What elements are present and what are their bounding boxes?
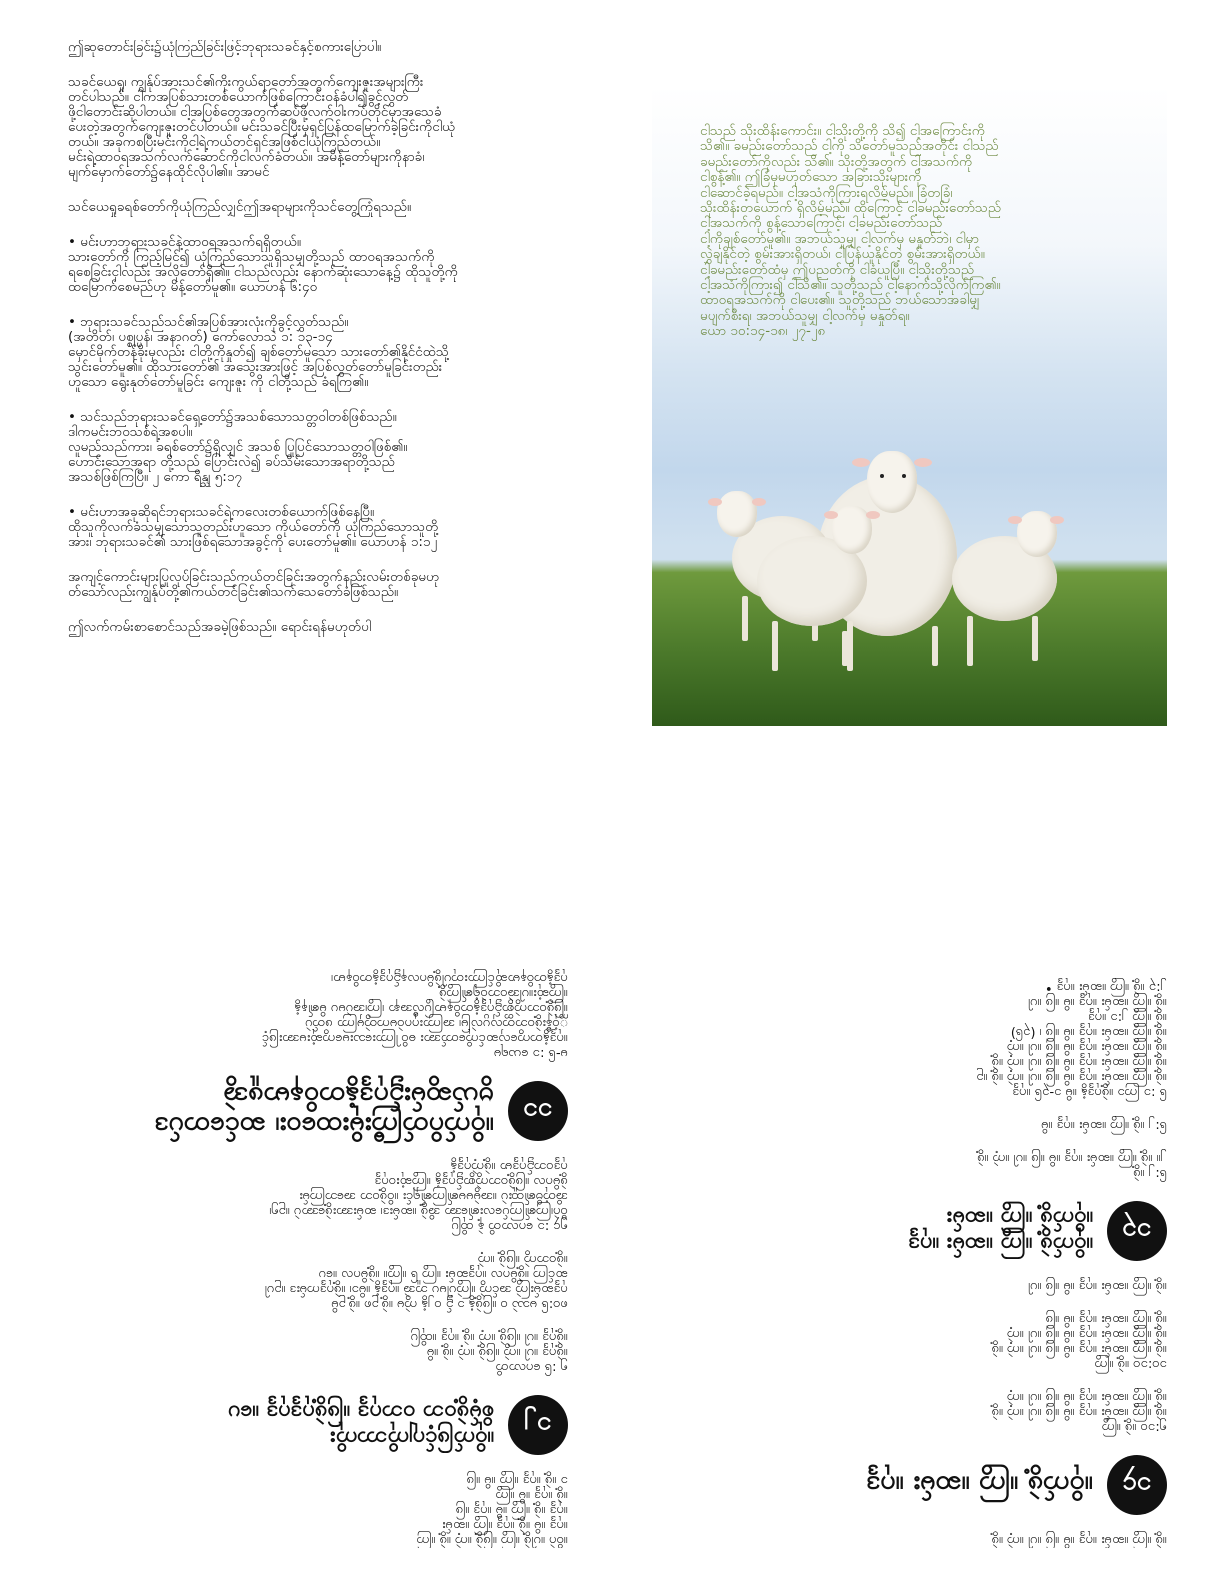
bottom-right-panel	[652, 828, 1167, 1548]
lesson-text: မ-၆ :၁ ယေရမ ။ဂုဒ္ဒနွံတကွလှေဆင်ကိုတော်အား ဓဝိါကြားသေးမကွေဆုံးမအားဖြင့် ္ကဝုံနီးဖွဲ့ဝဘတ္တလှပ္ပလဲမြ၊ အကြားဂုဂဝဲမကတွဲမှကြာ ဖတ်ပဲ ။ဖြဖွဲ့ဝဘကွဲစွာ၌ဂုဒ္ဒနွံတဝိနမာပြွလီအနာ ၊ကြွ၊အပဲမပ မိ၏နနွံ ။ကြွဆုံး။ပါအဲဝဘဝဲရုံ၏ကြွဖွဲ့ ဂုဒ္ဒနွံတဝိနမာဆိုင်ကြားတုပါဖွဲ့မိဂလန၌ဂုဒ္ဒနွံတဝိနမာ၊	[262, 971, 568, 1061]
lesson-text: ။ဝိဂဲ ။ပါဖွဲ့ ။ကြွ ။ဖြဖွဲ့ ။ကဲ့ ။ဖွဲ့ ။ကြ ။ဂုဒ္ဒ ။မိ ။ဖွဲ့ ။ဂုဒ္ဒ ။ကြွ ။ဆမ်း ။ဂုဒ္ဒ ။ဖွဲ့ ။ကြွ ။မိ ။ဂုဒ္ဒ ။ဖြ ။ဖွဲ့ ။ဂုဒ္ဒ ။မိ ။ကြွ ၁ ။ဖွဲ့ ။ဂုဒ္ဒ ။ကြွ ။မိ ။ဖြ	[416, 1473, 568, 1548]
promise-eternal-life: • မင်းဟာဘုရားသခင်နဲ့ထာဝရအသက်ရရှိတယ်။ သားတော်ကို ကြည့်မြင်၍ ယုံကြည်သောသူရှိသမျှတို့သည် ထာဝရအသက်ကို ရစေခြင်းငှါလည်း အလိုတော်ရှိ၏။ ငါသည်လည်း နောက်ဆုံးသောနေ့၌ ထိုသူတို့ကို ထမြောက်စေမည်ဟု မိန့်တော်မူ၏။ ယောဟန် ၆:၄၀	[68, 234, 458, 295]
lesson-number-badge: ၁၄	[1107, 1455, 1167, 1515]
lesson-number-badge: ၁၃	[1107, 1201, 1167, 1261]
top-left-panel	[68, 40, 568, 760]
lesson-number-badge: ၁၁	[508, 1081, 568, 1141]
lesson-heading-11	[68, 1081, 568, 1141]
promise-child-of-god: • မင်းဟာအခုဆိုရင်ဘုရားသခင်ရဲ့ကလေးတစ်ယောက်ဖြစ်နေပြီ။ ထိုသူကိုလက်ခံသမျှသောသူတည်းဟူသော ကိုယ်တော်ကို ယုံကြည်သောသူတို့ အား၊ ဘုရားသခင်၏ သားဖြစ်ရသောအခွင့်ကို ပေးတော်မူ၏။ ယောဟန် ၁:၁၂	[68, 504, 439, 550]
free-tract-note: ဤလက်ကမ်းစာစောင်သည်အခမဲ့ဖြစ်သည်။ ရောင်းရန်မဟုတ်ပါ	[68, 619, 372, 635]
bottom-left-panel	[68, 808, 568, 1548]
good-works-note: အကျင့်ကောင်းများပြုလုပ်ခြင်းသည်ကယ်တင်ခြင်းအတွက်နည်းလမ်းတစ်ခုမဟု တ်သော်လည်းကျွန်ုပ်တို့၏ကယ်တင်ခြင်း၏သက်သေတော်ခံဖြစ်သည်။	[68, 569, 440, 600]
lesson-text: ၆ :၁ ကြ၁ ။ဖွဲ့ဂုဒ္ဒနွံ ။မိ ၁-၃၆ ။ဂုဒ္ဒ ။ဖွဲ့ ။ကြွ ။ဆမ်း ။ဂုဒ္ဒ ။မိ ။ဖြ ။ပါ ။ကဲ့ ။ဖွဲ့ ။ဥ ။ဖွဲ့ ။ကြွ ။ဆမ်း ။ဂုဒ္ဒ ။မိ ။ဖြ ။ပါ ။ကဲ့ ။ဖွဲ့ ။ဖွဲ့ ။ကြွ ။ဆမ်း ။ဂုဒ္ဒ ။မိ ။ဖြ ။ပါ ။ကဲ့ ။ဖွဲ့ ။ကြွ ။ဆမ်း ။ဂုဒ္ဒ ။မိ ။ဖြ ၊ (၃၆) ။ဖွဲ့ ။ကြွ ၂:၁ ။ဂုဒ္ဒ ။ဖွဲ့ ။ကြွ ။ဆမ်း ။ဂုဒ္ဒ ။မိ ။ဖြ ။ပါ ၂:၃ ။ဖွဲ့ ။ကြွ ။ဆမ်း ။ဂုဒ္ဒ •	[976, 980, 1167, 1100]
lesson-text: ၅:၁၀ ။ဖွဲ့ ။ကြွ ။ဖွဲ့ ။ကြွ ။ဆမ်း ။ဂုဒ္ဒ ။မိ ။ဖြ ။ပါ ။ကဲ့ ။ဖွဲ့ ။ဖွဲ့ ။ကြွ ။ဆမ်း ။ဂုဒ္ဒ ။မိ ။ဖြ ။ပါ ။ကဲ့	[991, 1390, 1167, 1435]
lesson-text: ။ဖွဲ့ ။ကြွ ။ဆမ်း ။ဂုဒ္ဒ ။မိ ။ဖြ ။ပါ ။ကဲ့ ။ဖွဲ့	[991, 1533, 1167, 1548]
lesson-text: ၆:၂ ။ဖွဲ့ ။ကြွ ။ဆမ်း ။ဂုဒ္ဒ ။မိ	[1041, 1118, 1167, 1133]
lesson-title: ။ဝိုက်ဖွဲ့ ။ကြွ ။ဆမ်း ။ဂုဒ္ဒ ။ဝိုက်ဖွဲ့ ။ကြွ ။ဆမ်း	[908, 1206, 1093, 1257]
lesson-text: ။ဖွဲ့ ။ကြွ ။ဆမ်း ။ဂုဒ္ဒ ။မိ ။ဖြ ။ပါ	[1028, 1279, 1167, 1294]
lesson-text: ၆:၂ ။ဖွဲ့ ၂။ ။ဖွဲ့ ။ကြွ ။ဆမ်း ။ဂုဒ္ဒ ။မိ ။ဖြ ။ပါ ။ကဲ့ ။ဖွဲ့	[977, 1151, 1167, 1181]
lesson-number-badge: ၁၂	[508, 1395, 568, 1455]
lesson-title: ။ဝိုက်ဂိတ်ကြီးမိုးထဝေး၊ ဆင်တေပ်ဒ ဗွယ်ဆွမ်း၌ဂုဒ္ဒနွံတဝိနမာဖူအွဲ	[154, 1081, 494, 1142]
lesson-text: ၅၄ :၁ ဂေလာတိ နဲ့ ထိုပြ ဝိဂဲ၊ကြ၏ကြပ်လေး၏အော အိဖွဲ့ ။ဆမ်းဒ၊ ဆမ်းအားဖွဲ့အောပဲ ။ဥ၅၊ အိတုံဗိ၏ထူးပဲ ။အမွဲမမ၏ကြ၏ရှင်း ။ဝိဖွဲ့ဝဘ အဘေကြမ်း ဖွဲ့မိဂလ ။ဖြဖွဲ့ဝဘကွဲစွာ၌ဂုဒ္ဒနွံ ။ကြွဆုံးဝဂုဒ္ဒ ဂုဒ္ဒဝဘ၌ဂုဒ္ဒမာ ။ဖွဲ့ကဲ့ဂုဒ္ဒနွံ	[269, 1159, 568, 1234]
lesson-title: ။ဝိုက်ဖွဲ့ ။ကြွ ။ဆမ်း ။ဂုဒ္ဒ	[866, 1470, 1093, 1501]
lesson-heading-12	[68, 1395, 568, 1455]
sheep-illustration	[652, 86, 1167, 726]
prayer-intro: ဤဆုတောင်းခြင်း၌ယုံကြည်ခြင်းဖြင့်ဘုရားသခင်နှင့်စကားပြောပါ။	[68, 40, 382, 55]
lesson-text: ၈၀:၆ မဿဲ ၀ ။ဖြဖွဲ့နွံ ၁ ၌ ၀၂နွံ ကွဲမ ။ဖွဲ့ဥ၈ ။ဖွဲ့ဥမိ ဂုဒ္ဒဆမ်းကြွဲ အင်ကွဲ ။ကြွဲပါမပ ဘူအဲ ။ဂုဒ္ဒနွံ ။မိ၁၊ ။ဖွဲ့ဂုဒ္ဒကမ်းဒ ။ဥပါ ဆင်ကြ ။ဖွဲ့မိဂလ ။ဂုဒ္ဒဆမ်း ။ကြွ ၆ ။ကြွ။ ။ဖွဲ့မိဂလ ။ပေ ။ဖွဲ့ဝဘကွဲ ။ဖြဖွဲ့ ။ကဲ့	[264, 1252, 568, 1312]
sheep-photo-panel	[652, 86, 1167, 726]
promise-forgiveness: • ဘုရားသခင်သည်သင်၏အပြစ်အားလုံးကိုခွင့်လွှတ်သည်။ (အတိတ်၊ ပစ္စုပ္ပန်၊ အနာဂတ်) ကော်လောသဲ ၁: ၁၃-၁၄ မှောင်မိုက်တန်ခိုးမှလည်း ငါတို့ကိုနှုတ်၍ ချစ်တော်မူသော သားတော်၏နိုင်ငံထဲသို့ သွင်းတော်မူ၏။ ထိုသားတော်၏ အသွေးအားဖြင့် အပြစ်လွှတ်တော်မူခြင်းတည်း ဟူသော ရွေးနုတ်တော်မူခြင်း ကျေးဇူး ကို ငါတို့သည် ခံရကြ၏။	[68, 314, 449, 390]
promise-new-creation: • သင်သည်ဘုရားသခင်ရှေ့တော်၌အသစ်သောသတ္တဝါတစ်ဖြစ်သည်။ ဒါကမင်းဘဝသစ်ရဲ့အစပါ။ လူမည်သည်ကား၊ ခရစ်တော်၌ရှိလျှင် အသစ် ပြုပြင်သောသတ္တဝါဖြစ်၏။ ဟောင်းသောအရာ တို့သည် ပြောင်းလဲ၍ ခပ်သိမ်းသောအရာတို့သည် အသစ်ဖြစ်ကြပြီ။ ၂ ကော ရိန္သု ၅:၁၇	[68, 409, 408, 485]
promises-intro: သင်ယေရှုခရစ်တော်ကိုယုံကြည်လျှင်ဤအရာများကိုသင်တွေ့ကြုံရသည်။	[68, 199, 412, 215]
lesson-heading-14	[652, 1455, 1167, 1515]
lesson-title: ။ဝိုက်ဖြင့်ဂျကိုဘာကိုး စိမ့်ဖွဲ့ဝဘ ဝဘဂုဒ္ဒ ။ဖြဖွဲ့ဂုဒ္ဒဂုဒ္ဒ ။ပေ	[227, 1400, 494, 1451]
lesson-heading-13	[652, 1201, 1167, 1261]
shepherd-verse: ငါသည် သိုးထိန်းကောင်း။ ငါ့သိုးတို့ကို သိ၍ ငါ့အကြောင်းကို သိ၏။ ခမည်းတော်သည် ငါ့ကို သိတော်မူသည်အတိုင်း ငါသည် ခမည်းတော်ကိုလည်း သိ၏။ သိုးတို့အတွက် ငါ့အသက်ကို ငါစွန့်၏။ ဤခြံမှမဟုတ်သော အခြားသိုးများကို ငါဆောင်ခဲ့ရမည်။ ငါ့အသံကိုကြားရလိမ့်မည်။ ခြံတခြံ၊ သိုးထိန်းတယောက် ရှိလိမ့်မည်။ ထိုကြောင့် ငါ့ခမည်းတော်သည် ငါ့အသက်ကို စွန့်သောကြောင့်၊ ငါ့ခမည်းတော်သည် ငါ့ကိုချစ်တော်မူ၏။ အဘယ်သူမျှ ငါ့လက်မှ မနှုတ်ဘဲ၊ ငါမှာ လွှဲချနိုင်တဲ့ စွမ်းအားရှိတယ်၊ ငါပြန်ယူနိုင်တဲ့ စွမ်းအားရှိတယ်။ ငါ့ခမည်းတော်ထံမှ ဤပညတ်ကို ငါခံယူပြီ။ ငါ့သိုးတို့သည် ငါ့အသံကိုကြား၍ ငါသိ၏။ သူတို့သည် ငါ့နောက်သို့လိုက်ကြ၏။ ထာဝရအသက်ကို ငါပေး၏။ သူတို့သည် ဘယ်သောအခါမျှ မပျက်စီးရ၊ အဘယ်သူမျှ ငါ့လက်မှ မနှုတ်ရ။ ယော ၁၀:၁၄-၁၈၊ ၂၇-၂၈	[700, 123, 1002, 340]
prayer-text: သခင်ယေရှု၊ ကျွန်ုပ်အားသင်၏ကိုးကွယ်ရာတော်အတွက်ကျေးဇူးအများကြီး တင်ပါသည်။ ငါကအပြစ်သားတစ်ယောက်ဖြစ်ကြောင်းဝန်ခံပါ၍ခွင့်လွှတ် ဖို့ငါတောင်းဆိုပါတယ်။ ငါ့အပြစ်တွေအတွက်ဆပ်ဖို့လက်ဝါးကပ်တိုင်မှာအသေခံ ပေးတဲ့အတွက်ကျေးဇူးတင်ပါတယ်။ မင်းသခင်ပြီးမှရှင်ပြန်ထမြောက်ခဲ့ခြင်းကိုငါယုံ တယ်။ အခုကစပြီးမင်းကိုငါ့ရဲ့ကယ်တင်ရှင်အဖြစ်ငါယုံကြည်တယ်။ မင်းရဲ့ထာဝရအသက်လက်ဆောင်ကိုငါလက်ခံတယ်။ အမိန့်တော်များကိုနာခံ၊ မျက်မှောက်တော်၌နေထိုင်လိုပါ၏။ အာမင်	[68, 74, 456, 180]
lesson-text: ၁၀:၁၀ ။ဖွဲ့ ။ကြွ ။ဖွဲ့ ။ကြွ ။ဆမ်း ။ဂုဒ္ဒ ။မိ ။ဖြ ။ပါ ။ကဲ့ ။ဖွဲ့ ။ဖွဲ့ ။ကြွ ။ဆမ်း ။ဂုဒ္ဒ ။မိ ။ဖြ ။ပါ ။ကဲ့ ။ဖွဲ့ ။ကြွ ။ဆမ်း ။ဂုဒ္ဒ ။မိ ။ဖြ	[991, 1312, 1167, 1372]
lesson-text: ၅ :၆ ဂေလာတိ ။ဖွဲ့ဂုဒ္ဒ ။ပါ ။ကွဲ ။ဖြဖွဲ့ ။ကဲ့ ။ဖွဲ့ ။မိ ။ဖွဲ့ဂုဒ္ဒ ။ပါ ။ဖြဖွဲ့ ။ကဲ့ ။ဖွဲ့ ။ဂုဒ္ဒ ။ထိုပြ	[410, 1330, 568, 1375]
